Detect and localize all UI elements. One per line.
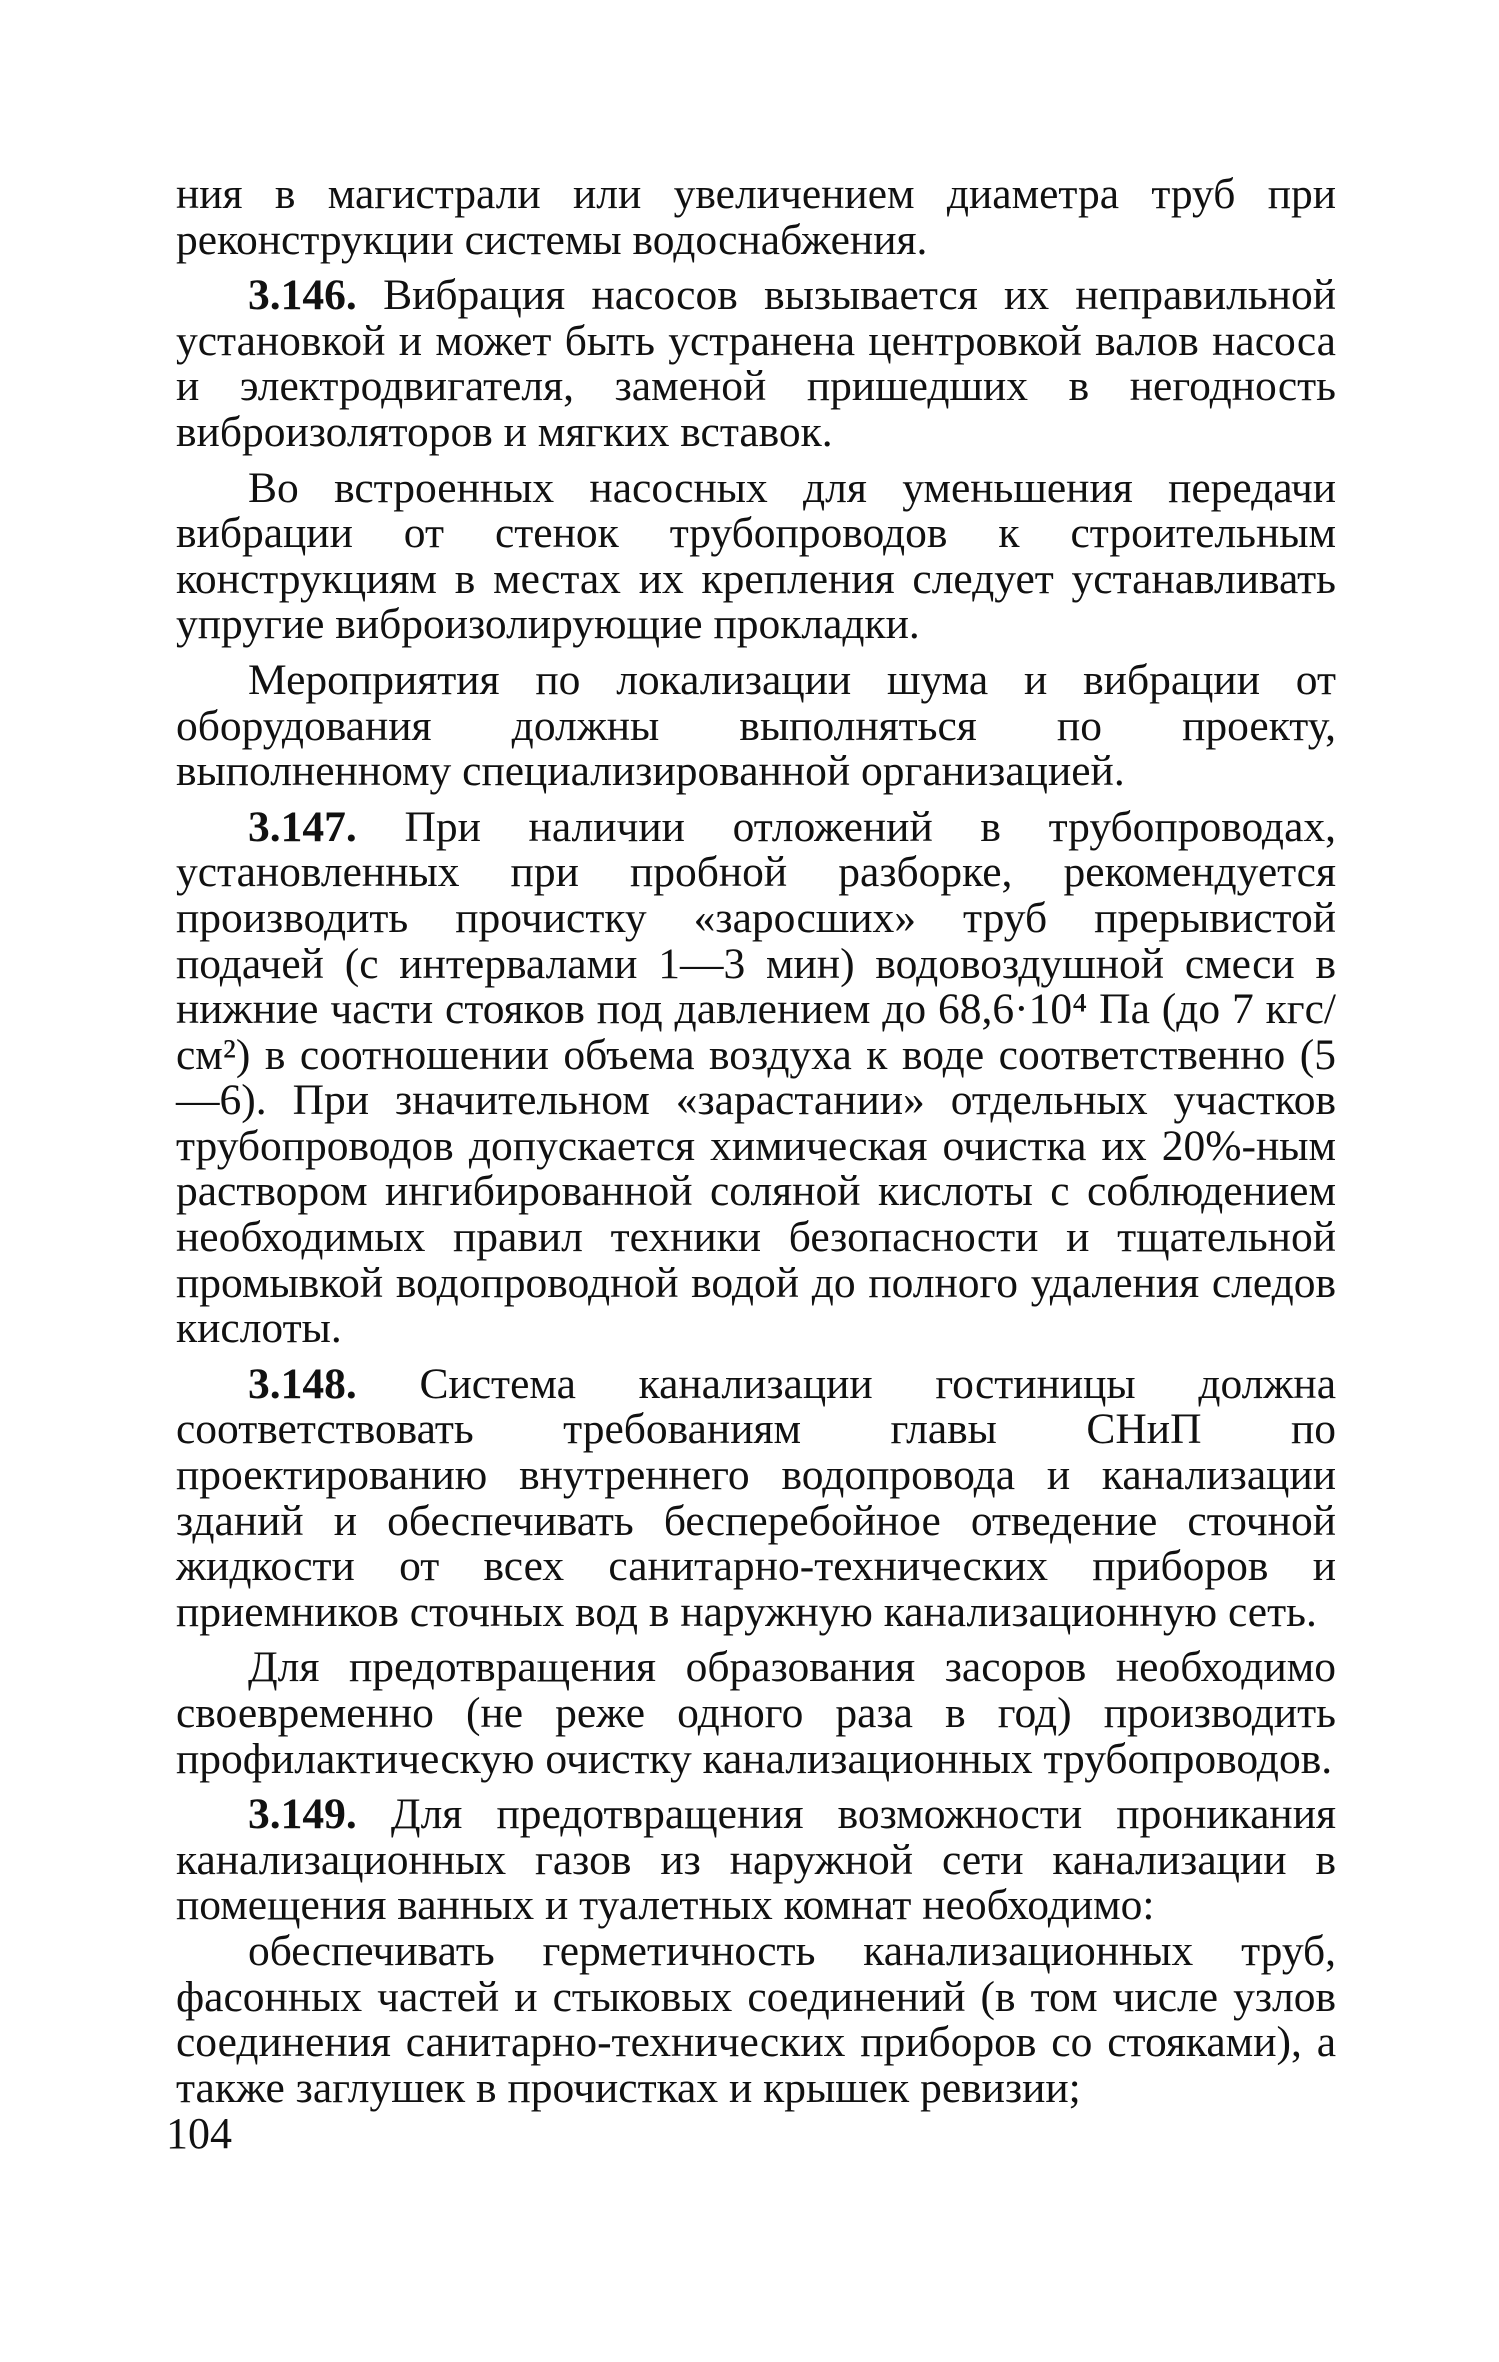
paragraph-noise-measures: Мероприятия по локализации шума и вибрации от оборудования должны выполняться по проекту, выполненному специализированной организацией. [176,655,1336,796]
section-number: 3.149. [248,1790,357,1839]
paragraph-3-146: 3.146. Вибрация насосов вызывается их неправильной установкой и может быть устранена центровкой валов насоса и электродвигателя, заменой пришедших в негодность виброизоляторов и мягких вставок. [176,271,1336,456]
section-number: 3.146. [248,271,357,320]
paragraph-continuation: ния в магистрали или увеличением диаметра труб при реконструкции системы водоснабжения. [176,170,1336,264]
paragraph-3-147: 3.147. При наличии отложений в трубопроводах, установленных при пробной разборке, рекомендуется производить прочистку «заросших» труб прерывистой подачей (с интервалами 1—3 мин) водовоздушной смеси в нижние части стояков под давлением до 68,6·10⁴ Па (до 7 кгс/см²) в соотношении объема воздуха к воде соответственно (5—6). При значительном «зарастании» отдельных участков трубопроводов допускается химическая очистка их 20%-ным раствором ингибированной соляной кислоты с соблюдением необходимых правил техники безопасности и тщательной промывкой водопроводной водой до полного удаления следов кислоты. [176,802,1337,1353]
paragraph-3-148: 3.148. Система канализации гостиницы должна соответствовать требованиям главы СНиП по проектированию внутреннего водопровода и канализации зданий и обеспечивать бесперебойное отведение сточной жидкости от всех санитарно-технических приборов и приемников сточных вод в наружную канализационную сеть. [176,1359,1336,1636]
body-text [176,172,1336,2121]
paragraph-clog-prevention: Для предотвращения образования засоров необходимо своевременно (не реже одного раза в год) производить профилактическую очистку канализационных трубопроводов. [176,1643,1336,1783]
paragraph-3-149: 3.149. Для предотвращения возможности проникания канализационных газов из наружной сети канализации в помещения ванных и туалетных комнат необходимо: [176,1790,1336,1930]
page-number: 104 [166,2109,232,2158]
paragraph-sealing-list-item: обеспечивать герметичность канализационных труб, фасонных частей и стыковых соединений (в том числе узлов соединения санитарно-технических приборов со стояками), а также заглушек в прочистках и крышек ревизии; [176,1926,1336,2112]
section-number: 3.148. [248,1359,357,1408]
paragraph-vibration-isolation: Во встроенных насосных для уменьшения передачи вибрации от стенок трубопроводов к строительным конструкциям в местах их крепления следует устанавливать упругие виброизолирующие прокладки. [176,463,1336,649]
section-number: 3.147. [248,802,357,851]
